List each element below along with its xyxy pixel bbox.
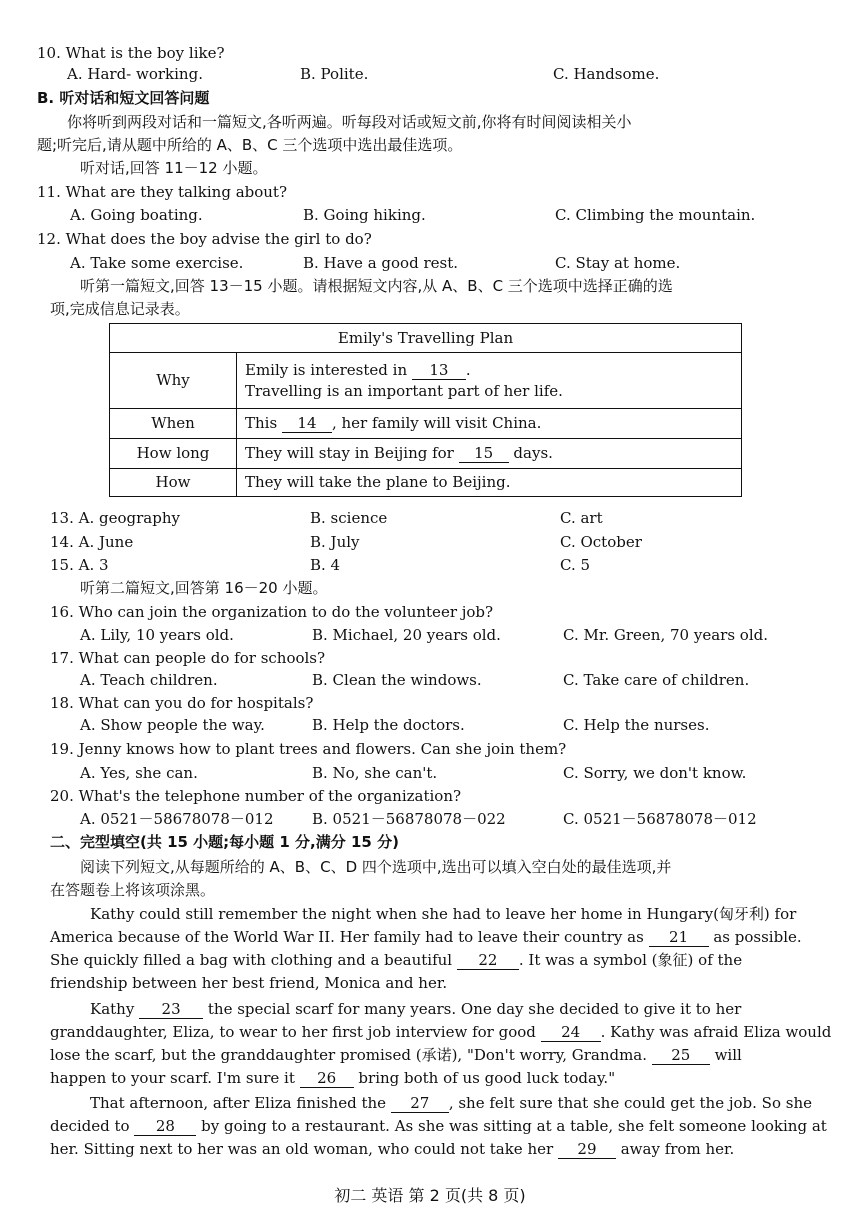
- option-10c: C. Handsome.: [553, 65, 660, 83]
- passage-line: decided to 28 by going to a restaurant. As she was sitting at a table, she felt someone looking at: [50, 1117, 827, 1135]
- section-2-intro-2: 在答题卷上将该项涂黑。: [50, 881, 216, 899]
- option-20c: C. 0521－56878078－012: [563, 810, 757, 828]
- option-11a: A. Going boating.: [70, 206, 203, 224]
- question-11: 11. What are they talking about?: [37, 183, 287, 201]
- table-row: [110, 469, 742, 497]
- question-20: 20. What's the telephone number of the organization?: [50, 787, 462, 805]
- option-15c: C. 5: [560, 556, 591, 574]
- option-18c: C. Help the nurses.: [563, 716, 710, 734]
- option-19a: A. Yes, she can.: [80, 764, 198, 782]
- blank-13: 13: [412, 361, 466, 380]
- passage-line: She quickly filled a bag with clothing and a beautiful 22 . It was a symbol (象征) of the: [50, 951, 743, 969]
- table-title: Emily's Travelling Plan: [110, 324, 742, 353]
- passage-line: her. Sitting next to her was an old woman, who could not take her 29 away from her.: [50, 1140, 735, 1158]
- question-19: 19. Jenny knows how to plant trees and flowers. Can she join them?: [50, 740, 567, 758]
- page-footer: 初二 英语 第 2 页(共 8 页): [334, 1186, 526, 1205]
- option-20a: A. 0521－58678078－012: [80, 810, 274, 828]
- row-value: Emily is interested in 13 . Travelling is an important part of her life.: [237, 353, 742, 409]
- question-16: 16. Who can join the organization to do the volunteer job?: [50, 603, 494, 621]
- section-2-intro-1: 阅读下列短文,从每题所给的 A、B、C、D 四个选项中,选出可以填入空白处的最佳选项,并: [80, 858, 672, 876]
- option-12a: A. Take some exercise.: [70, 254, 244, 272]
- option-16a: A. Lily, 10 years old.: [80, 626, 234, 644]
- option-20b: B. 0521－56878078－022: [312, 810, 506, 828]
- blank-22: 22: [457, 951, 519, 970]
- option-10b: B. Polite.: [300, 65, 369, 83]
- passage-line: Kathy could still remember the night when she had to leave her home in Hungary(匈牙利) for: [90, 905, 797, 923]
- option-19b: B. No, she can't.: [312, 764, 438, 782]
- blank-21: 21: [649, 928, 709, 947]
- option-12b: B. Have a good rest.: [303, 254, 458, 272]
- option-16c: C. Mr. Green, 70 years old.: [563, 626, 768, 644]
- row-key: Why: [110, 353, 237, 409]
- option-17b: B. Clean the windows.: [312, 671, 482, 689]
- option-15a: 15. A. 3: [50, 556, 109, 574]
- option-11b: B. Going hiking.: [303, 206, 426, 224]
- blank-29: 29: [558, 1140, 616, 1159]
- passage-line: Kathy 23 the special scarf for many years. One day she decided to give it to her: [90, 1000, 742, 1018]
- option-13a: 13. A. geography: [50, 509, 180, 527]
- table-row: [110, 409, 742, 439]
- row-value: They will stay in Beijing for 15 days.: [237, 439, 742, 469]
- option-16b: B. Michael, 20 years old.: [312, 626, 501, 644]
- option-17a: A. Teach children.: [80, 671, 218, 689]
- blank-27: 27: [391, 1094, 449, 1113]
- option-18b: B. Help the doctors.: [312, 716, 465, 734]
- option-10a: A. Hard- working.: [67, 65, 203, 83]
- row-key: How long: [110, 439, 237, 469]
- option-13c: C. art: [560, 509, 603, 527]
- blank-23: 23: [139, 1000, 203, 1019]
- travel-plan-table: [109, 323, 742, 497]
- question-12: 12. What does the boy advise the girl to do?: [37, 230, 372, 248]
- row-value: This 14 , her family will visit China.: [237, 409, 742, 439]
- option-14b: B. July: [310, 533, 360, 551]
- blank-14: 14: [282, 414, 332, 433]
- option-15b: B. 4: [310, 556, 341, 574]
- passage1-note-1: 听第一篇短文,回答 13－15 小题。请根据短文内容,从 A、B、C 三个选项中选择正确的选: [80, 277, 673, 295]
- blank-24: 24: [541, 1023, 601, 1042]
- section-b-intro-2: 题;听完后,请从题中所给的 A、B、C 三个选项中选出最佳选项。: [37, 136, 463, 154]
- question-10: 10. What is the boy like?: [37, 44, 225, 62]
- dialog-note: 听对话,回答 11－12 小题。: [80, 159, 268, 177]
- row-key: When: [110, 409, 237, 439]
- blank-15: 15: [459, 444, 509, 463]
- section-2-title: 二、完型填空(共 15 小题;每小题 1 分,满分 15 分): [50, 833, 399, 851]
- table-row: [110, 353, 742, 409]
- blank-28: 28: [134, 1117, 196, 1136]
- question-17: 17. What can people do for schools?: [50, 649, 326, 667]
- section-b-intro-1: 你将听到两段对话和一篇短文,各听两遍。听每段对话或短文前,你将有时间阅读相关小: [67, 113, 632, 131]
- passage-line: happen to your scarf. I'm sure it 26 bring both of us good luck today.": [50, 1069, 616, 1087]
- option-14a: 14. A. June: [50, 533, 134, 551]
- passage-line: lose the scarf, but the granddaughter promised (承诺), "Don't worry, Grandma. 25 will: [50, 1046, 742, 1064]
- passage-line: friendship between her best friend, Monica and her.: [50, 974, 448, 992]
- option-19c: C. Sorry, we don't know.: [563, 764, 747, 782]
- passage-line: granddaughter, Eliza, to wear to her first job interview for good 24 . Kathy was afraid Eliza would: [50, 1023, 832, 1041]
- blank-25: 25: [652, 1046, 710, 1065]
- passage2-note: 听第二篇短文,回答第 16－20 小题。: [80, 579, 328, 597]
- option-12c: C. Stay at home.: [555, 254, 681, 272]
- option-14c: C. October: [560, 533, 642, 551]
- option-18a: A. Show people the way.: [80, 716, 265, 734]
- row-key: How: [110, 469, 237, 497]
- passage-line: America because of the World War II. Her family had to leave their country as 21 as possible.: [50, 928, 802, 946]
- passage-line: That afternoon, after Eliza finished the 27 , she felt sure that she could get the job. So she: [90, 1094, 812, 1112]
- table-row: [110, 439, 742, 469]
- blank-26: 26: [300, 1069, 354, 1088]
- passage1-note-2: 项,完成信息记录表。: [50, 300, 190, 318]
- option-13b: B. science: [310, 509, 388, 527]
- option-11c: C. Climbing the mountain.: [555, 206, 756, 224]
- row-value: They will take the plane to Beijing.: [237, 469, 742, 497]
- question-18: 18. What can you do for hospitals?: [50, 694, 314, 712]
- section-b-title: B. 听对话和短文回答问题: [37, 89, 210, 107]
- option-17c: C. Take care of children.: [563, 671, 750, 689]
